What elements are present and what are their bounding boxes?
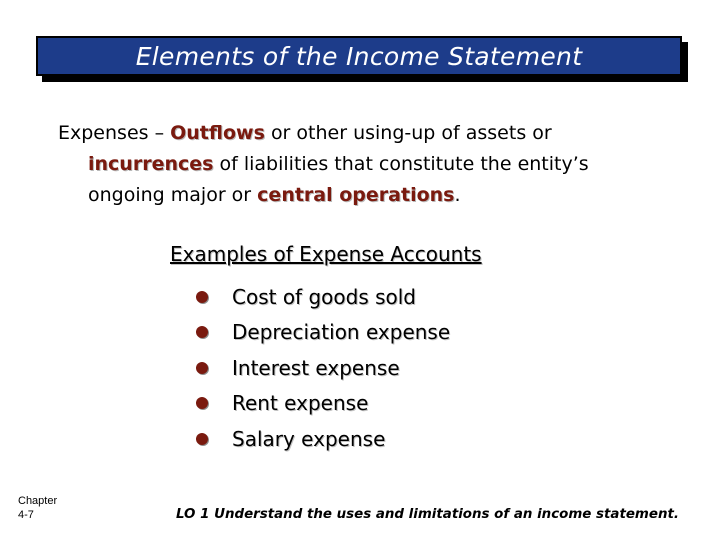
bullet-icon	[196, 397, 208, 409]
bullet-icon	[196, 362, 208, 374]
list-item-label: Interest expense	[232, 355, 400, 380]
definition-line-3	[58, 180, 698, 211]
chapter-label: Chapter	[18, 495, 58, 507]
slide-title: Elements of the Income Statement	[135, 41, 583, 71]
list-item	[196, 421, 450, 457]
highlight-central-operations: central operations	[257, 184, 455, 206]
list-item-label: Depreciation expense	[232, 320, 451, 345]
expense-definition	[58, 118, 698, 211]
definition-dash: –	[154, 122, 165, 144]
list-item	[196, 350, 450, 386]
list-item	[196, 279, 450, 315]
definition-text-3: ongoing major or	[88, 184, 252, 206]
definition-period: .	[454, 184, 461, 206]
list-item	[196, 315, 450, 351]
learning-objective: LO 1 Understand the uses and limitations of an income statement.	[176, 507, 679, 522]
list-item	[196, 386, 450, 422]
bullet-icon	[196, 326, 208, 338]
highlight-incurrences: incurrences	[88, 153, 214, 175]
definition-term: Expenses	[58, 122, 149, 144]
definition-line-2	[58, 149, 698, 180]
definition-text-1: or other using-up of assets or	[270, 122, 552, 144]
list-item-label: Rent expense	[232, 391, 369, 416]
bullet-icon	[196, 433, 208, 445]
definition-text-2: of liabilities that constitute the entity’s	[219, 153, 589, 175]
examples-heading: Examples of Expense Accounts	[170, 242, 482, 266]
title-banner	[36, 36, 682, 76]
definition-line-1	[58, 118, 698, 149]
chapter-reference	[18, 494, 57, 522]
examples-list	[196, 279, 450, 457]
bullet-icon	[196, 291, 208, 303]
list-item-label: Cost of goods sold	[232, 284, 417, 309]
list-item-label: Salary expense	[232, 426, 386, 451]
highlight-outflows: Outflows	[170, 122, 265, 144]
chapter-number: 4-7	[18, 509, 34, 521]
